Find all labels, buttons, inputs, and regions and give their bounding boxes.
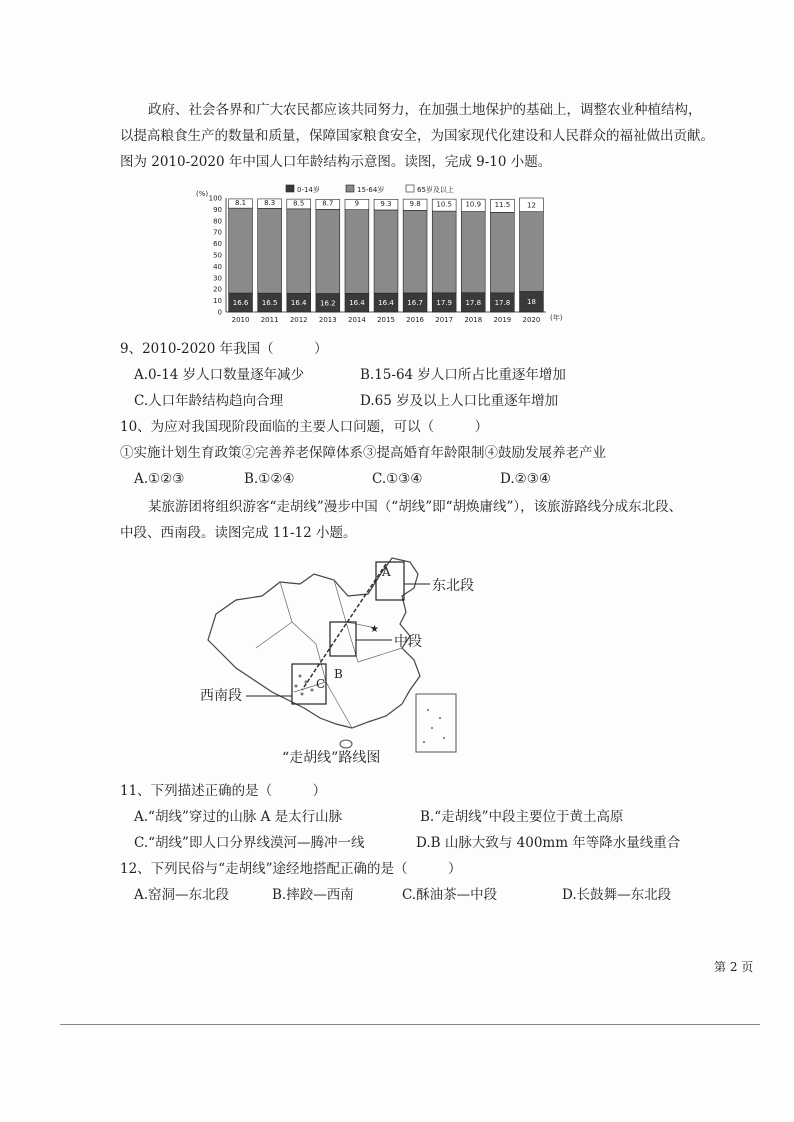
legend-swatch-2 bbox=[406, 185, 414, 192]
data-label-young-2019: 17.8 bbox=[494, 298, 511, 307]
label-middle-section: 中段 bbox=[394, 634, 422, 650]
intro2-line-2: 中段、西南段。读图完成 11-12 小题。 bbox=[120, 525, 357, 541]
bar-segment-1-2015 bbox=[374, 210, 398, 293]
intro-line-2: 以提高粮食生产的数量和质量，保障国家粮食安全，为国家现代化建设和人民群众的福祉做出贡献。 bbox=[120, 128, 714, 144]
capital-star-icon: ★ bbox=[370, 624, 379, 635]
y-tick-label: 100 bbox=[208, 194, 222, 203]
hainan-island bbox=[340, 740, 352, 748]
x-tick-label: 2014 bbox=[347, 316, 366, 324]
data-label-young-2015: 16.4 bbox=[378, 299, 394, 308]
south-china-sea-inset bbox=[416, 694, 456, 752]
bar-segment-1-2017 bbox=[432, 211, 456, 293]
data-label-young-2018: 17.8 bbox=[465, 298, 482, 307]
chart-bars bbox=[229, 198, 544, 312]
bar-segment-1-2014 bbox=[345, 210, 369, 294]
data-label-young-2016: 16.7 bbox=[407, 298, 423, 307]
bar-segment-1-2010 bbox=[229, 208, 253, 293]
legend-label-0: 0-14岁 bbox=[297, 186, 320, 194]
bar-segment-1-2020 bbox=[520, 212, 544, 292]
x-tick-label: 2010 bbox=[231, 316, 250, 324]
y-axis-label: (%) bbox=[196, 190, 209, 198]
southwest-texture bbox=[295, 675, 314, 696]
data-label-old-2010: 8.1 bbox=[234, 199, 247, 208]
y-tick-label: 80 bbox=[213, 217, 222, 226]
data-label-young-2013: 16.2 bbox=[320, 299, 336, 308]
data-label-young-2012: 16.4 bbox=[290, 299, 307, 308]
q10-items: ①实施计划生育政策②完善养老保障体系③提高婚育年龄限制④鼓励发展养老产业 bbox=[120, 445, 606, 461]
q11-option-b[interactable]: B.“走胡线”中段主要位于黄土高原 bbox=[420, 809, 624, 825]
q9-option-c[interactable]: C.人口年龄结构趋向合理 bbox=[134, 393, 284, 409]
data-label-old-2016: 9.8 bbox=[409, 200, 421, 209]
page-bottom-rule bbox=[60, 1024, 760, 1025]
inset-islands bbox=[423, 709, 445, 743]
bar-segment-1-2019 bbox=[490, 212, 514, 292]
data-label-old-2012: 8.5 bbox=[293, 199, 305, 208]
data-label-young-2017: 17.9 bbox=[436, 298, 452, 307]
q9-option-b[interactable]: B.15-64 岁人口所占比重逐年增加 bbox=[360, 367, 566, 383]
bar-segment-1-2013 bbox=[316, 209, 340, 293]
data-label-young-2010: 16.6 bbox=[232, 299, 249, 308]
label-northeast-section: 东北段 bbox=[432, 578, 474, 594]
x-tick-label: 2013 bbox=[318, 316, 337, 324]
x-tick-label: 2015 bbox=[377, 316, 395, 324]
middle-section-box bbox=[330, 622, 356, 656]
q11-option-d[interactable]: D.B 山脉大致与 400mm 年等降水量线重合 bbox=[416, 835, 681, 851]
bar-segment-1-2012 bbox=[287, 209, 311, 293]
data-label-young-2011: 16.5 bbox=[261, 299, 278, 308]
q11-option-c[interactable]: C.“胡线”即人口分界线漠河—腾冲一线 bbox=[134, 835, 365, 851]
population-age-structure-chart bbox=[196, 182, 566, 332]
map-caption: “走胡线”路线图 bbox=[282, 750, 381, 766]
intro2-line-1: 某旅游团将组织游客“走胡线”漫步中国（“胡线”即“胡焕庸线”），该旅游路线分成东北段、 bbox=[148, 499, 683, 515]
y-tick-label: 40 bbox=[213, 262, 222, 271]
bar-segment-1-2018 bbox=[461, 212, 485, 293]
q9-stem: 9、2010-2020 年我国（ ） bbox=[120, 341, 328, 357]
x-tick-label: 2011 bbox=[260, 316, 279, 324]
x-axis-label: (年) bbox=[550, 314, 563, 322]
label-southwest-section: 西南段 bbox=[200, 688, 242, 704]
q12-option-c[interactable]: C.酥油茶—中段 bbox=[402, 887, 498, 903]
y-tick-label: 70 bbox=[213, 228, 222, 237]
bar-segment-1-2011 bbox=[258, 208, 282, 293]
data-label-young-2014: 16.4 bbox=[349, 299, 365, 308]
y-tick-label: 90 bbox=[213, 205, 222, 214]
bar-segment-1-2016 bbox=[403, 210, 427, 293]
y-tick-label: 10 bbox=[213, 297, 222, 306]
data-label-old-2017: 10.5 bbox=[436, 200, 452, 209]
q11-option-a[interactable]: A.“胡线”穿过的山脉 A 是太行山脉 bbox=[134, 809, 343, 825]
data-label-old-2020: 12 bbox=[526, 201, 536, 210]
q12-option-a[interactable]: A.窑洞—东北段 bbox=[134, 887, 230, 903]
x-tick-label: 2017 bbox=[435, 316, 454, 324]
intro-line-3: 图为 2010-2020 年中国人口年龄结构示意图。读图，完成 9-10 小题。 bbox=[120, 154, 552, 170]
data-label-old-2014: 9 bbox=[354, 199, 360, 208]
q11-stem: 11、下列描述正确的是（ ） bbox=[120, 783, 327, 799]
q10-option-c[interactable]: C.①③④ bbox=[372, 471, 423, 487]
x-tick-label: 2018 bbox=[464, 316, 483, 324]
data-label-old-2015: 9.3 bbox=[380, 199, 392, 208]
q10-option-d[interactable]: D.②③④ bbox=[500, 471, 551, 487]
hu-line-route-map bbox=[196, 552, 496, 770]
chart-legend bbox=[286, 185, 454, 194]
q10-option-a[interactable]: A.①②③ bbox=[134, 471, 185, 487]
data-label-old-2018: 10.9 bbox=[465, 200, 482, 209]
chart-x-axis bbox=[232, 313, 563, 324]
q12-option-d[interactable]: D.长鼓舞—东北段 bbox=[562, 887, 672, 903]
y-tick-label: 30 bbox=[213, 274, 222, 283]
y-tick-label: 20 bbox=[213, 285, 222, 294]
data-label-old-2019: 11.5 bbox=[494, 201, 511, 210]
data-label-old-2011: 8.3 bbox=[264, 199, 276, 208]
legend-label-1: 15-64岁 bbox=[357, 186, 385, 194]
q9-option-d[interactable]: D.65 岁及以上人口比重逐年增加 bbox=[360, 393, 559, 409]
q12-option-b[interactable]: B.摔跤—西南 bbox=[272, 887, 354, 903]
data-label-young-2020: 18 bbox=[526, 298, 536, 307]
intro-line-1: 政府、社会各界和广大农民都应该共同努力，在加强土地保护的基础上，调整农业种植结构， bbox=[148, 102, 702, 118]
q9-option-a[interactable]: A.0-14 岁人口数量逐年减少 bbox=[134, 367, 305, 383]
q10-option-b[interactable]: B.①②④ bbox=[244, 471, 295, 487]
y-tick-label: 60 bbox=[213, 240, 222, 249]
q12-stem: 12、下列民俗与“走胡线”途经地搭配正确的是（ ） bbox=[120, 861, 462, 877]
y-tick-label: 50 bbox=[213, 251, 222, 260]
legend-swatch-1 bbox=[346, 185, 354, 192]
legend-swatch-0 bbox=[286, 185, 294, 192]
label-b: B bbox=[334, 667, 343, 681]
internal-boundaries bbox=[256, 580, 402, 728]
x-tick-label: 2019 bbox=[493, 316, 512, 324]
y-tick-label: 0 bbox=[217, 308, 222, 317]
legend-label-2: 65岁及以上 bbox=[417, 186, 454, 194]
x-tick-label: 2016 bbox=[406, 316, 425, 324]
label-a: A bbox=[382, 565, 391, 579]
label-c: C bbox=[316, 677, 326, 691]
x-tick-label: 2012 bbox=[289, 316, 308, 324]
page-number: 第 2 页 bbox=[714, 960, 754, 974]
data-label-old-2013: 8.7 bbox=[322, 199, 334, 208]
x-tick-label: 2020 bbox=[522, 316, 541, 324]
q10-stem: 10、为应对我国现阶段面临的主要人口问题，可以（ ） bbox=[120, 419, 489, 435]
